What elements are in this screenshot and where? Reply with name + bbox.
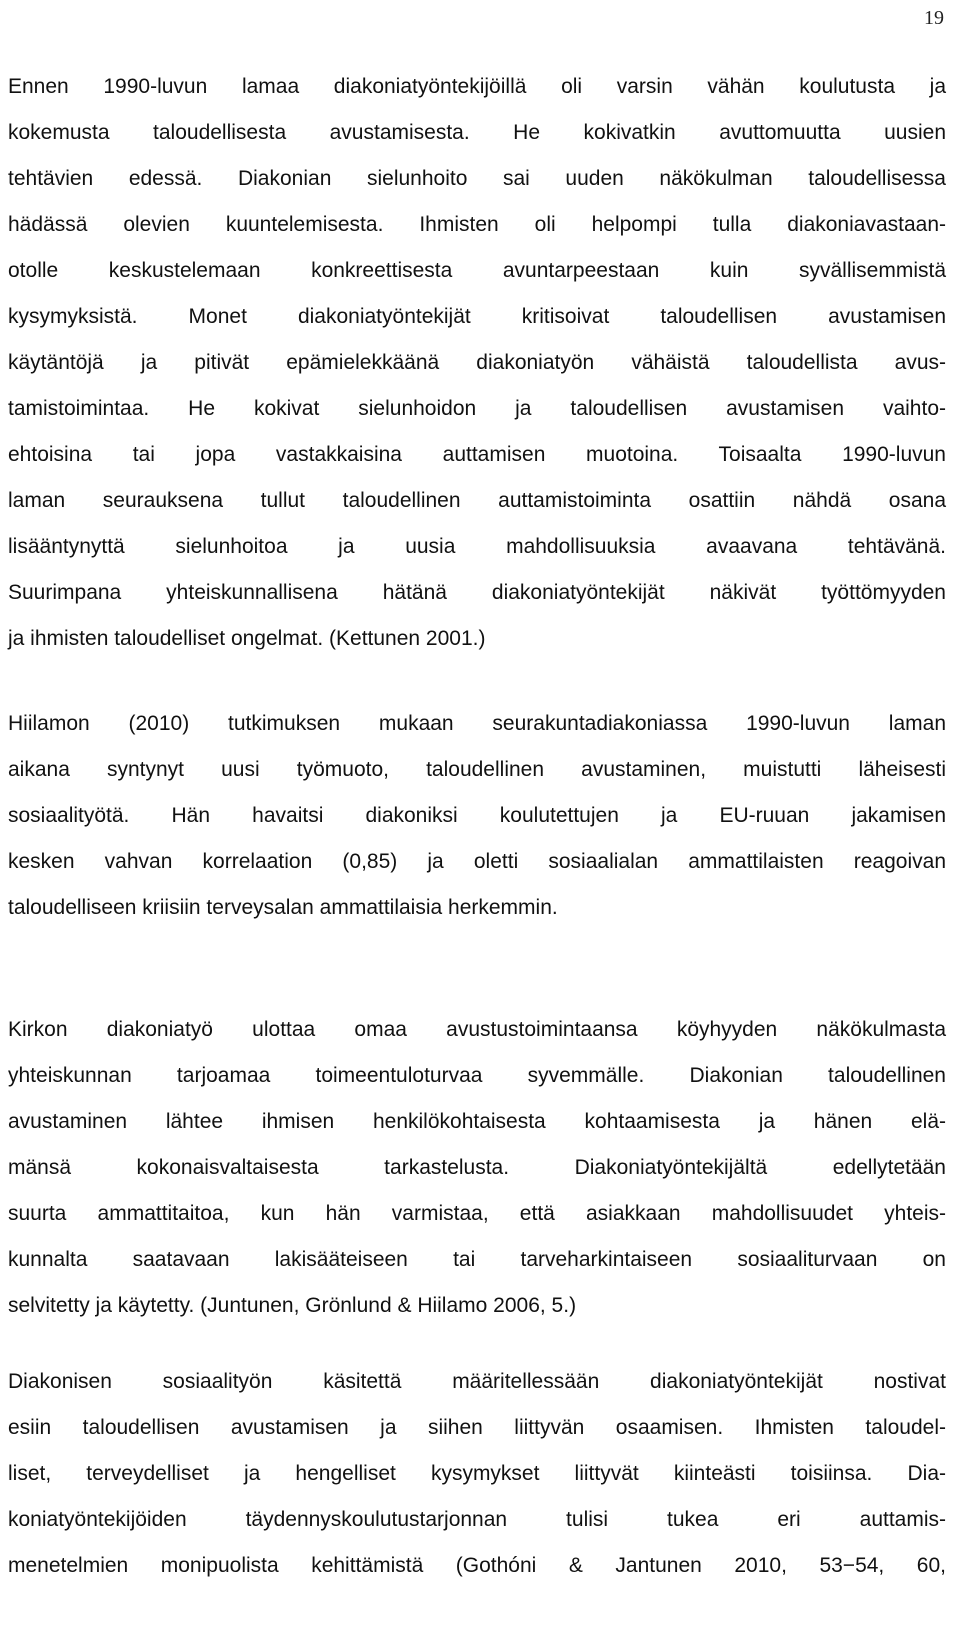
text-line: Hiilamon (2010) tutkimuksen mukaan seurakuntadiakoniassa 1990-luvun laman: [8, 712, 946, 735]
text-line: ja ihmisten taloudelliset ongelmat. (Kettunen 2001.): [8, 627, 486, 650]
paragraph-4: [8, 1359, 946, 1589]
text-line: esiin taloudellisen avustamisen ja siihen liittyvän osaamisen. Ihmisten taloudel-: [8, 1416, 946, 1439]
text-line: mänsä kokonaisvaltaisesta tarkastelusta. Diakoniatyöntekijältä edellytetään: [8, 1156, 946, 1179]
text-line: kokemusta taloudellisesta avustamisesta. He kokivatkin avuttomuutta uusien: [8, 121, 946, 144]
text-line: tehtävien edessä. Diakonian sielunhoito sai uuden näkökulman taloudellisessa: [8, 167, 946, 190]
text-line: selvitetty ja käytetty. (Juntunen, Grönlund & Hiilamo 2006, 5.): [8, 1294, 577, 1317]
text-line: otolle keskustelemaan konkreettisesta avuntarpeestaan kuin syvällisemmistä: [8, 259, 946, 282]
text-line: kesken vahvan korrelaation (0,85) ja oletti sosiaalialan ammattilaisten reagoivan: [8, 850, 946, 873]
text-line: aikana syntynyt uusi työmuoto, taloudellinen avustaminen, muistutti läheisesti: [8, 758, 946, 781]
text-line: Kirkon diakoniatyö ulottaa omaa avustustoimintaansa köyhyyden näkökulmasta: [8, 1018, 946, 1041]
text-line: kunnalta saatavaan lakisääteiseen tai tarveharkintaiseen sosiaaliturvaan on: [8, 1248, 946, 1271]
text-line: avustaminen lähtee ihmisen henkilökohtaisesta kohtaamisesta ja hänen elä-: [8, 1110, 946, 1133]
text-line: tamistoimintaa. He kokivat sielunhoidon ja taloudellisen avustamisen vaihto-: [8, 397, 946, 420]
text-line: hädässä olevien kuuntelemisesta. Ihmisten oli helpompi tulla diakoniavastaan-: [8, 213, 946, 236]
text-line: liset, terveydelliset ja hengelliset kysymykset liittyvät kiinteästi toisiinsa. Dia-: [8, 1462, 946, 1485]
paragraph-1: [8, 64, 946, 662]
paragraph-3: [8, 1007, 946, 1329]
paragraph-2: [8, 701, 946, 931]
text-line: taloudelliseen kriisiin terveysalan ammattilaisia herkemmin.: [8, 896, 558, 919]
page-number: 19: [924, 7, 944, 29]
text-line: Diakonisen sosiaalityön käsitettä määritellessään diakoniatyöntekijät nostivat: [8, 1370, 946, 1393]
text-line: menetelmien monipuolista kehittämistä (Gothóni & Jantunen 2010, 53−54, 60,: [8, 1554, 946, 1577]
text-line: koniatyöntekijöiden täydennyskoulutustarjonnan tulisi tukea eri auttamis-: [8, 1508, 946, 1531]
text-line: Suurimpana yhteiskunnallisena hätänä diakoniatyöntekijät näkivät työttömyyden: [8, 581, 946, 604]
text-line: laman seurauksena tullut taloudellinen auttamistoiminta osattiin nähdä osana: [8, 489, 946, 512]
text-line: käytäntöjä ja pitivät epämielekkäänä diakoniatyön vähäistä taloudellista avus-: [8, 351, 946, 374]
text-line: sosiaalityötä. Hän havaitsi diakoniksi koulutettujen ja EU-ruuan jakamisen: [8, 804, 946, 827]
text-line: Ennen 1990-luvun lamaa diakoniatyöntekijöillä oli varsin vähän koulutusta ja: [8, 75, 946, 98]
text-line: suurta ammattitaitoa, kun hän varmistaa, että asiakkaan mahdollisuudet yhteis-: [8, 1202, 946, 1225]
text-line: lisääntynyttä sielunhoitoa ja uusia mahdollisuuksia avaavana tehtävänä.: [8, 535, 946, 558]
text-line: kysymyksistä. Monet diakoniatyöntekijät kritisoivat taloudellisen avustamisen: [8, 305, 946, 328]
text-line: yhteiskunnan tarjoamaa toimeentuloturvaa syvemmälle. Diakonian taloudellinen: [8, 1064, 946, 1087]
text-line: ehtoisina tai jopa vastakkaisina auttamisen muotoina. Toisaalta 1990-luvun: [8, 443, 946, 466]
